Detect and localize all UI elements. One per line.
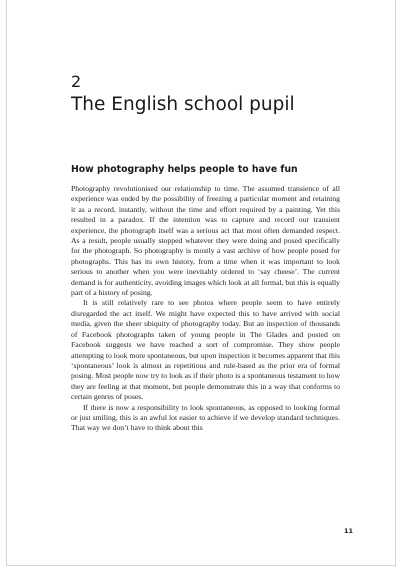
chapter-number: 2 (71, 72, 82, 91)
paragraph: If there is now a responsibility to look spontaneous, as opposed to looking formal or just smiling, this is an awful lot easier to achieve if we develop standard techniques. That way we don’t have to think about this (71, 402, 340, 433)
paragraph: Photography revolutionised our relationship to time. The assumed transience of all experience was ended by the possibility of freezing a particular moment and retaining it as a record, instantly, without the time and effort required by a painting. Yet this resulted in a paradox. If the intention was to capture and record our transient experience, the photograph itself was a serious act that most often demanded respect. As a result, people usually stopped whatever they were doing and posed specifically for the photograph. So photography is mostly a vast archive of how people posed for photographs. This has its own history, from a time when it was important to look serious to another when you were inevitably ordered to ‘say cheese’. The current demand is for authenticity, avoiding images which look at all formal, but this is equally part of a history of posing. (71, 184, 340, 298)
page-number: 11 (344, 527, 354, 535)
book-page (6, 0, 396, 566)
body-text (71, 184, 340, 434)
section-heading: How photography helps people to have fun (71, 164, 298, 175)
paragraph: It is still relatively rare to see photos where people seem to have entirely disregarded the act itself. We might have expected this to have arrived with social media, given the sheer ubiquity of photography today. But an inspection of thousands of Facebook photographs taken of young people in The Glades and posted on Facebook suggests we have reached a sort of compromise. They show people attempting to look more spontaneous, but upon inspection it becomes apparent that this ‘spontaneous’ look is almost as repetitious and rule-based as the prior era of formal posing. Most people now try to look as if their photo is a spontaneous testament to how they are feeling at that moment, but people demonstrate this in a way that conforms to certain genres of poses. (71, 298, 340, 402)
chapter-title: The English school pupil (71, 94, 295, 115)
